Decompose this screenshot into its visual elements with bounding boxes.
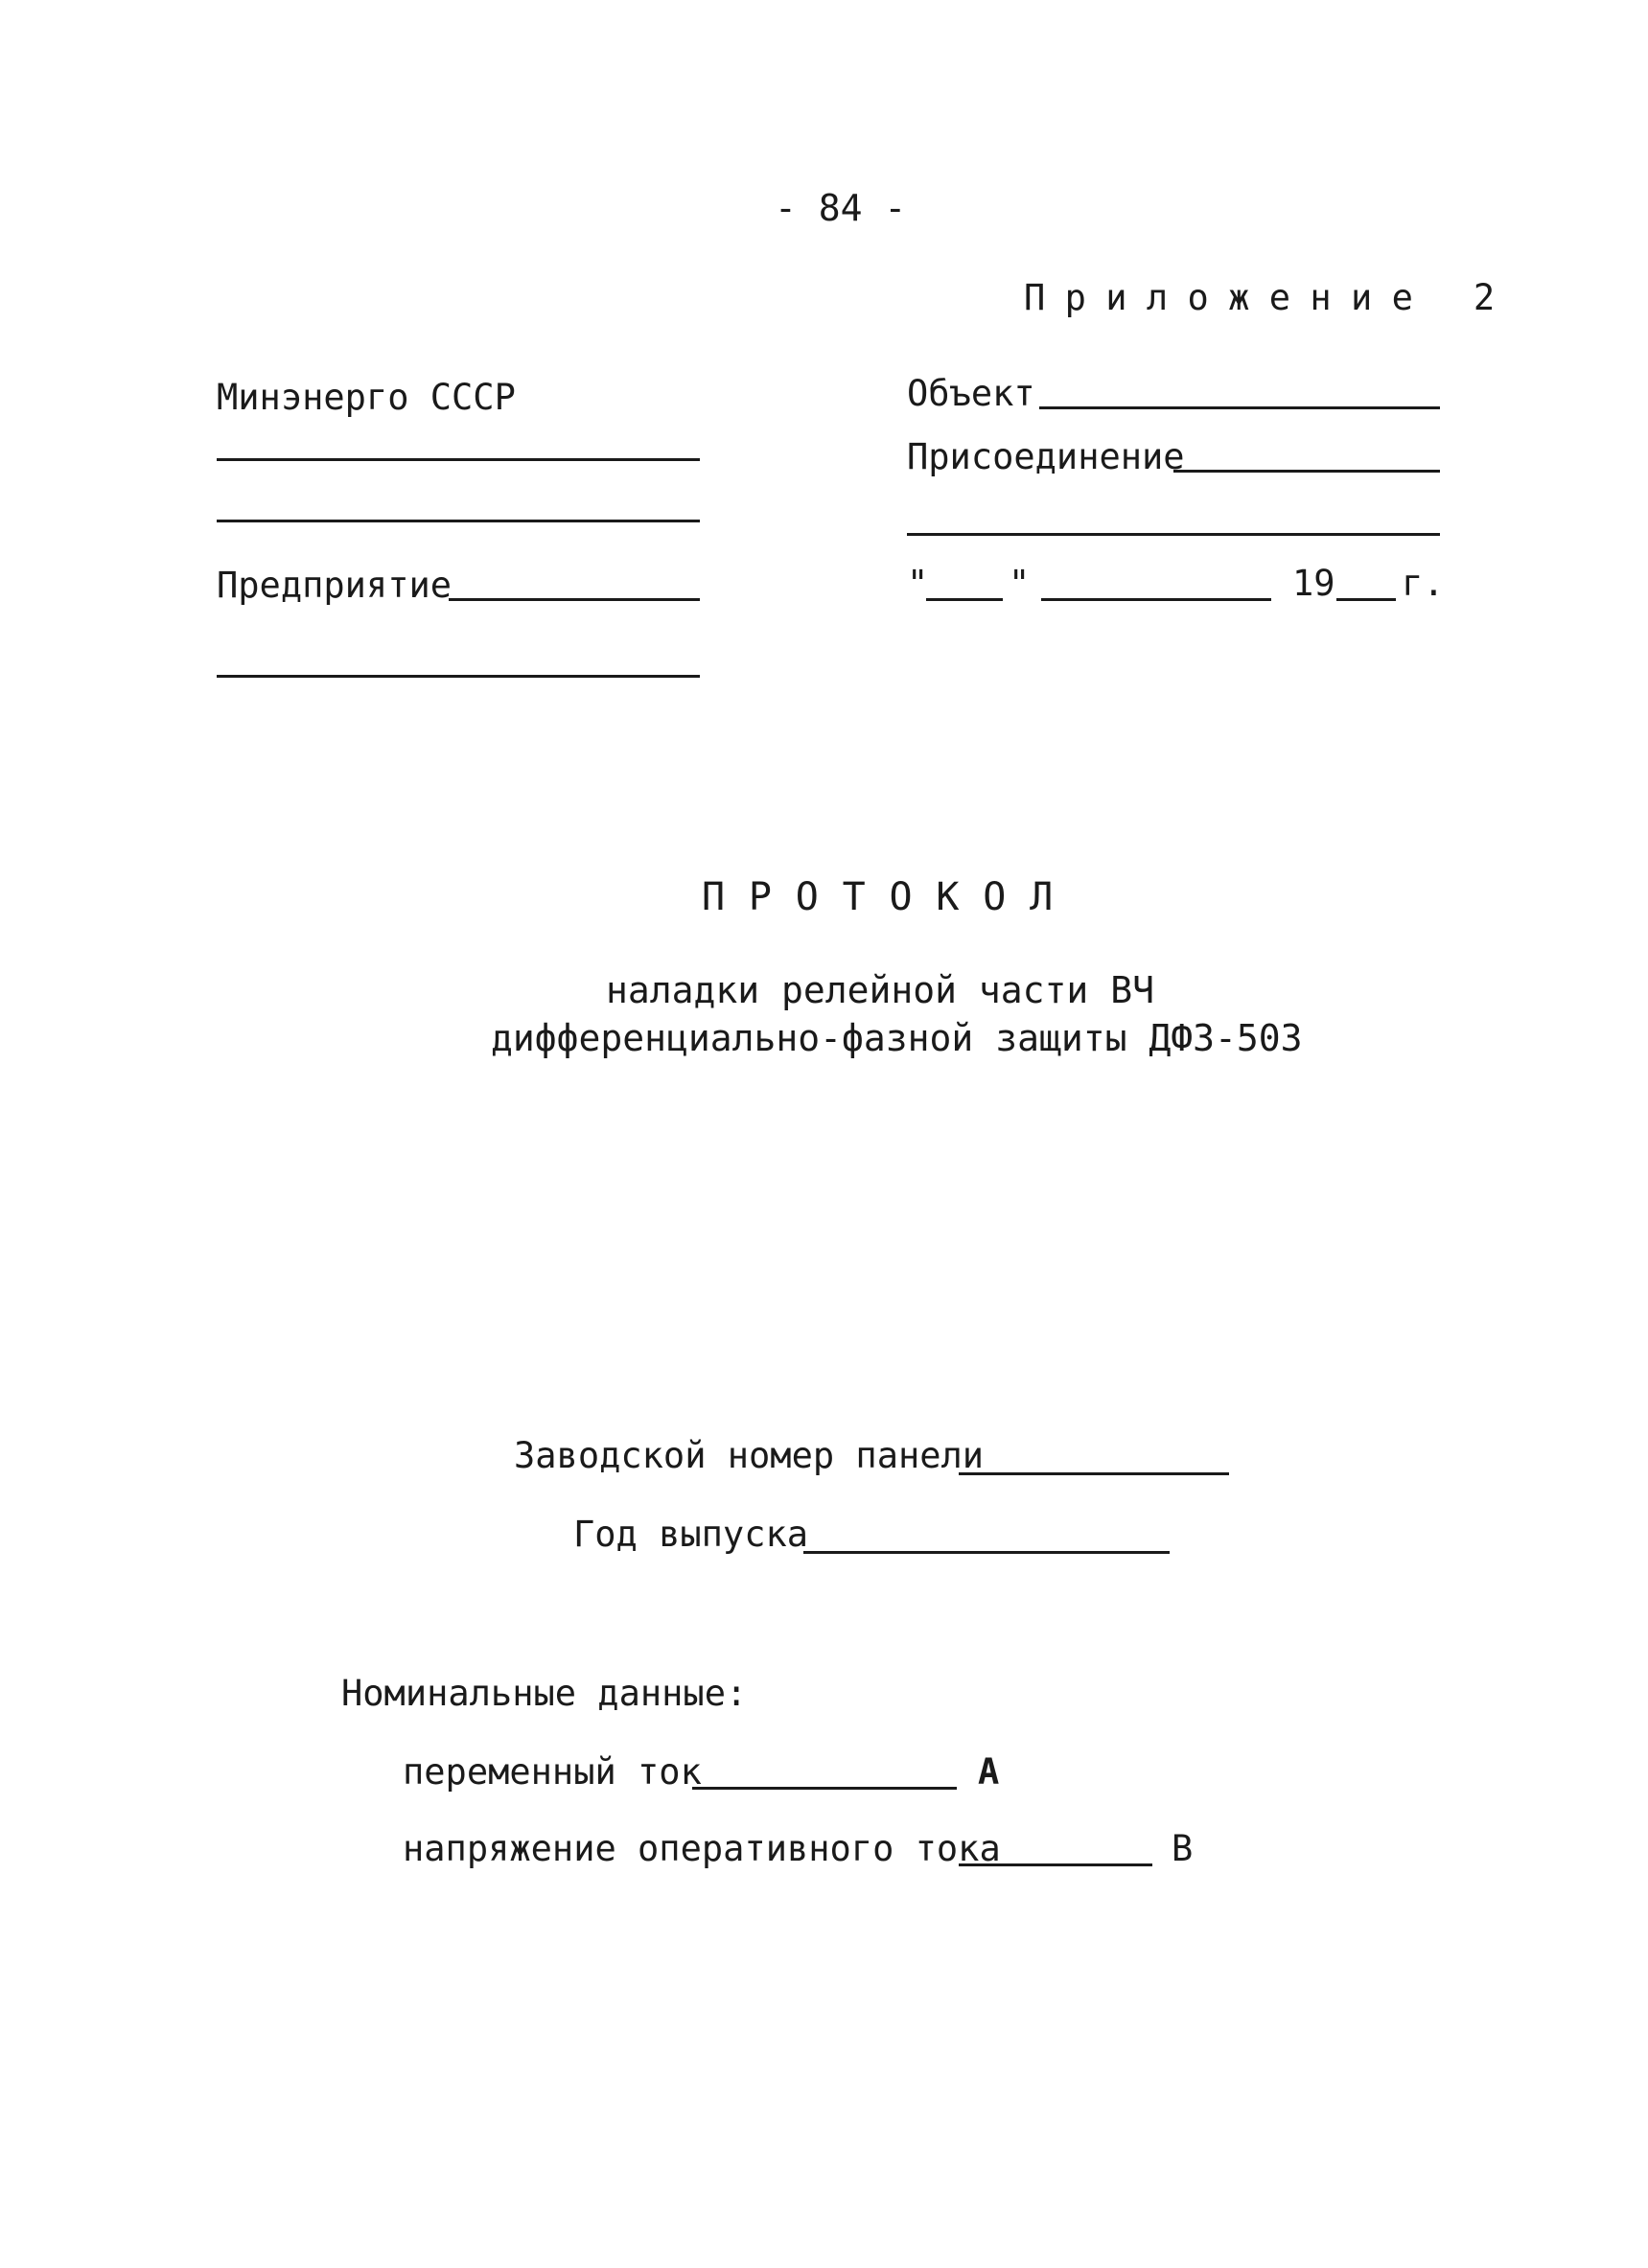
- connection-label: Присоединение: [907, 436, 1185, 477]
- connection-blank-line-2[interactable]: [907, 533, 1440, 536]
- page-number: - 84 -: [775, 187, 907, 229]
- ministry-blank-line-2[interactable]: [217, 520, 700, 522]
- date-open-quote: ": [907, 563, 929, 604]
- enterprise-label: Предприятие: [217, 565, 453, 606]
- protocol-subtitle-line-1: наладки релейной части ВЧ: [606, 969, 1154, 1011]
- connection-blank[interactable]: [1173, 470, 1440, 473]
- ministry-blank-line-1[interactable]: [217, 458, 700, 461]
- operating-voltage-label: напряжение оперативного тока: [403, 1828, 1001, 1869]
- operating-voltage-unit: В: [1172, 1828, 1194, 1869]
- protocol-heading: ПРОТОКОЛ: [702, 875, 1078, 919]
- date-day-blank[interactable]: [926, 598, 1003, 601]
- operating-voltage-blank[interactable]: [959, 1863, 1152, 1866]
- object-label: Объект: [907, 373, 1035, 414]
- enterprise-blank[interactable]: [449, 598, 700, 601]
- year-of-manufacture-blank[interactable]: [803, 1551, 1170, 1554]
- ac-current-label: переменный ток: [403, 1751, 702, 1793]
- year-of-manufacture-label: Год выпуска: [573, 1514, 809, 1555]
- year-suffix: г.: [1402, 563, 1445, 604]
- protocol-subtitle-line-2: дифференциально-фазной защиты ДФЗ-503: [491, 1017, 1303, 1059]
- appendix-label: Приложение 2: [1024, 277, 1515, 318]
- date-close-quote: ": [1009, 563, 1031, 604]
- date-year-blank[interactable]: [1336, 598, 1396, 601]
- enterprise-blank-line-2[interactable]: [217, 675, 700, 678]
- date-month-blank[interactable]: [1041, 598, 1271, 601]
- ac-current-unit: А: [978, 1751, 1000, 1793]
- nominal-data-heading: Номинальные данные:: [341, 1673, 748, 1714]
- panel-serial-label: Заводской номер панели: [514, 1435, 985, 1476]
- object-blank[interactable]: [1039, 406, 1440, 409]
- ministry-label: Минэнерго СССР: [217, 377, 516, 418]
- panel-serial-blank[interactable]: [959, 1472, 1229, 1475]
- ac-current-blank[interactable]: [692, 1787, 957, 1790]
- year-prefix: 19: [1292, 563, 1335, 604]
